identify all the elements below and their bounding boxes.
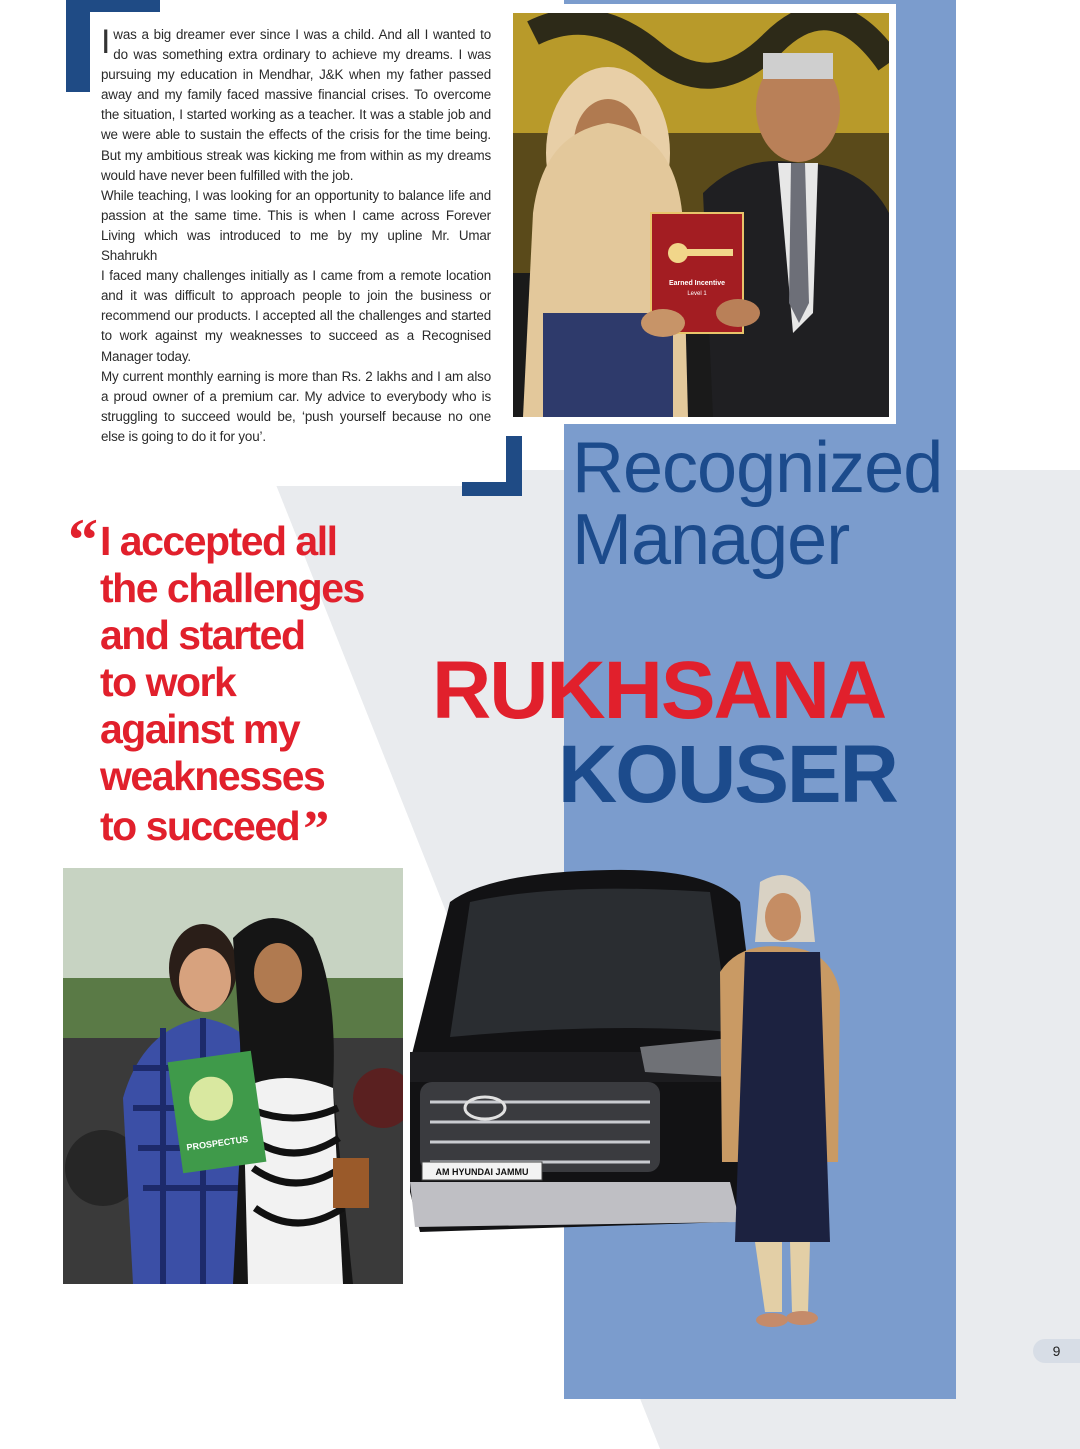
story-paragraph-4: My current monthly earning is more than Rs. 2 lakhs and I am also a proud owner of a premium car. My advice to everybody who is struggling to succeed would be, ‘push yourself because no one else is going to do it for you’. <box>101 368 491 444</box>
role-line2: Manager <box>572 500 850 580</box>
award-photo <box>502 4 896 424</box>
prospectus-book <box>168 1051 267 1174</box>
quote-close-mark: ” <box>303 801 328 858</box>
story-paragraph-2: While teaching, I was looking for an opportunity to balance life and passion at the same time. This is when I came across Forever Living which was introduced to me by my upline Mr. Umar Shahrukh <box>101 187 491 264</box>
quote-open-mark: “ <box>68 507 98 573</box>
quote-line: and started <box>100 612 305 658</box>
name-first: RUKHSANA <box>432 645 886 736</box>
role-line1: Recognized <box>572 428 943 508</box>
license-plate-text: AM HYUNDAI JAMMU <box>435 1167 529 1177</box>
award-plaque-line1: Earned Incentive <box>668 280 726 287</box>
drop-cap: I <box>101 23 111 61</box>
quote-line: I accepted all <box>100 518 337 564</box>
quote-line: weaknesses <box>100 753 325 799</box>
car-photo-image <box>410 862 860 1332</box>
story-paragraph-1: Iwas a big dreamer ever since I was a child. And all I wanted to do was something extra ordinary to achieve my dreams. I was pursuing my education in Mendhar, J&K when my father passed away and my family faced massive financial crises. To overcome the situation, I started working as a teacher. It was a stable job and we were able to sustain the effects of the crisis for the time being. But my ambitious streak was kicking me from within as my dreams would have never been fulfilled with the job. <box>101 23 491 183</box>
book-title: PROSPECTUS <box>185 1133 249 1153</box>
quote-line: the challenges <box>100 565 364 611</box>
award-photo-image <box>513 13 889 417</box>
friends-photo-image <box>63 868 403 1284</box>
award-plaque-line2: Level 1 <box>687 291 707 297</box>
story-text <box>101 25 491 447</box>
page-number: 9 <box>1033 1339 1080 1363</box>
car-photo <box>410 862 860 1332</box>
role-title <box>572 428 952 580</box>
quote-line: against my <box>100 706 300 752</box>
story-paragraph-3: I faced many challenges initially as I came from a remote location and it was difficult to approach people to join the business or recommend our products. I accepted all the challenges and started to work against my weaknesses to succeed as a Recognised Manager today. <box>101 268 491 364</box>
quote-line-last: to succeed” <box>100 801 328 858</box>
friends-photo <box>63 868 403 1284</box>
name-last: KOUSER <box>558 729 897 820</box>
pull-quote <box>100 518 430 858</box>
license-plate <box>422 1162 542 1180</box>
quote-line: to work <box>100 659 236 705</box>
